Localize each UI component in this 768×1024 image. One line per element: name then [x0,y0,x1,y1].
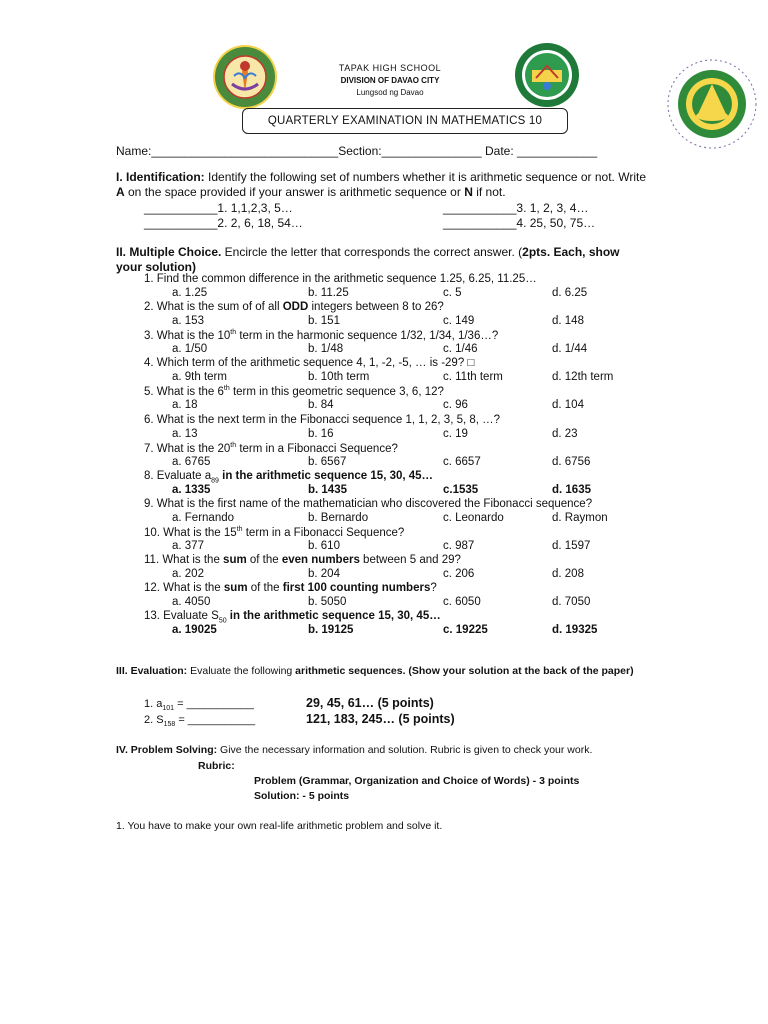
part3-item-2-label[interactable] [144,714,255,728]
question-10-choice-d[interactable]: d. 1597 [552,540,591,552]
tapak-high-school-seal [514,42,580,108]
question-5 [144,385,444,398]
question-1-choice-b[interactable]: b. 11.25 [308,287,349,299]
question-6-choice-b[interactable]: b. 16 [308,428,334,440]
question-12-choice-a[interactable]: a. 4050 [172,596,211,608]
question-2-choice-c[interactable]: c. 149 [443,315,475,327]
division-name: DIVISION OF DAVAO CITY [340,76,440,85]
question-3 [144,329,498,342]
rubric-problem: Problem (Grammar, Organization and Choice of Words) - 3 points [254,775,580,787]
part3-text-b: arithmetic sequences [295,665,403,677]
part3-item-2-sub: 158 [163,721,176,729]
city-name: Lungsod ng Davao [356,88,424,97]
question-3-choice-b[interactable]: b. 1/48 [308,343,344,355]
question-10-choice-b[interactable]: b. 610 [308,540,340,552]
question-10-q1: 10. What is the 15 [144,526,237,539]
part2-instructions [116,245,694,275]
question-11-qb2: even numbers [281,554,360,566]
question-5-q2: term in this geometric sequence 3, 6, 12? [229,385,444,398]
part4-heading: IV. Problem Solving: [116,744,218,756]
question-12-choice-c[interactable]: c. 6050 [443,596,481,608]
question-13-q2: in the arithmetic sequence 15, 30, 45… [226,610,441,622]
question-10-sup: th [236,526,243,533]
question-2 [144,301,444,313]
question-12-q1: 12. What is the [144,582,224,594]
question-1-q: 1. Find the common difference in the arithmetic sequence 1.25, 6.25, 11.25… [144,273,537,285]
question-9-choice-b[interactable]: b. Bernardo [308,512,369,524]
question-9-q: 9. What is the first name of the mathematician who discovered the Fibonacci sequence? [144,498,593,510]
part1-text-a: Identify the following set of numbers whether it is arithmetic sequence or not. Write [204,170,646,184]
part3-text-a: Evaluate the following [187,665,296,677]
question-1-choice-d[interactable]: d. 6.25 [552,287,588,299]
part1-item-1[interactable]: ___________1. 1,1,2,3, 5… [144,201,293,215]
question-6-choice-a[interactable]: a. 13 [172,428,198,440]
question-3-q1: 3. What is the 10 [144,329,231,342]
question-3-choice-a[interactable]: a. 1/50 [172,343,208,355]
part1-instructions [116,170,694,200]
question-11-choice-a[interactable]: a. 202 [172,568,204,580]
part3-item-1-label[interactable] [144,698,254,712]
question-10-choice-c[interactable]: c. 987 [443,540,475,552]
part3-text-c: . (Show your solution at the back of the paper) [402,665,634,677]
rubric-solution: Solution: - 5 points [254,790,350,802]
part1-letter-n: N [464,185,473,199]
question-5-q1: 5. What is the 6 [144,385,224,398]
question-7-sup: th [230,442,237,449]
question-5-choice-a[interactable]: a. 18 [172,399,198,411]
question-6-choice-d[interactable]: d. 23 [552,428,578,440]
question-10 [144,526,404,539]
question-5-choice-d[interactable]: d. 104 [552,399,584,411]
question-5-sup: th [223,385,230,392]
question-12-choice-d[interactable]: d. 7050 [552,596,591,608]
part1-letter-a: A [116,185,125,199]
part1-item-4[interactable]: ___________4. 25, 50, 75… [443,216,596,230]
deped-division-seal [662,54,762,154]
question-11-choice-c[interactable]: c. 206 [443,568,475,580]
question-4-choice-b[interactable]: b. 10th term [308,371,370,383]
question-7-choice-b[interactable]: b. 6567 [308,456,347,468]
question-13-choice-d[interactable]: d. 19325 [552,624,598,636]
part3-item-1-blank: = ___________ [174,698,254,710]
question-7 [144,442,398,455]
part3-item-1-prefix: 1. a [144,698,163,710]
question-11-q3: between 5 and 29? [359,554,461,566]
question-1 [144,273,537,285]
question-7-choice-c[interactable]: c. 6657 [443,456,481,468]
question-13-choice-a[interactable]: a. 19025 [172,624,217,636]
part2-points-note: 2pts. Each, show [522,245,620,259]
question-8-choice-b[interactable]: b. 1435 [308,484,347,496]
question-13-sub: 50 [218,617,227,625]
question-12-qb2: first 100 counting numbers [282,582,431,594]
part1-heading: I. Identification: [116,170,205,184]
question-13 [144,610,441,624]
part2-text: Encircle the letter that corresponds the correct answer. ( [221,245,523,259]
question-6 [144,414,500,426]
question-1-choice-c[interactable]: c. 5 [443,287,462,299]
question-4-choice-d[interactable]: d. 12th term [552,371,614,383]
part3-item-2-blank: = ___________ [175,714,256,726]
question-8-q2: in the arithmetic sequence 15, 30, 45… [218,470,434,482]
part2-heading: II. Multiple Choice. [116,245,222,259]
question-2-q2: integers between 8 to 26? [308,301,444,313]
question-5-choice-c[interactable]: c. 96 [443,399,468,411]
part3-item-1-sub: 101 [162,705,175,713]
question-8-choice-c[interactable]: c.1535 [443,484,479,496]
question-8-choice-d[interactable]: d. 1635 [552,484,591,496]
part4-task: 1. You have to make your own real-life arithmetic problem and solve it. [116,820,443,832]
question-11-choice-b[interactable]: b. 204 [308,568,340,580]
exam-title: QUARTERLY EXAMINATION IN MATHEMATICS 10 [242,108,568,134]
part3-item-2-prefix: 2. S [144,714,164,726]
part3-item-2-sequence: 121, 183, 245… (5 points) [306,712,455,726]
question-3-choice-d[interactable]: d. 1/44 [552,343,588,355]
question-8-choice-a[interactable]: a. 1335 [172,484,211,496]
question-8-sub: 89 [211,477,219,485]
question-7-q1: 7. What is the 20 [144,442,231,455]
question-5-choice-b[interactable]: b. 84 [308,399,334,411]
question-9-choice-c[interactable]: c. Leonardo [443,512,504,524]
question-4 [144,357,474,369]
question-11-choice-d[interactable]: d. 208 [552,568,584,580]
question-3-choice-c[interactable]: c. 1/46 [443,343,478,355]
question-13-q1: 13. Evaluate S [144,610,219,622]
rubric-label: Rubric: [198,760,235,772]
question-2-qb: ODD [282,301,309,313]
question-8 [144,470,433,484]
part3-heading: III. Evaluation: [116,665,188,677]
question-11-qb: sum [223,554,247,566]
question-2-q1: 2. What is the sum of of all [144,301,283,313]
question-1-choice-a[interactable]: a. 1.25 [172,287,208,299]
part1-text-b: on the space provided if your answer is arithmetic sequence or [124,185,465,199]
question-9 [144,498,592,510]
school-name: TAPAK HIGH SCHOOL [338,63,442,73]
question-10-q2: term in a Fibonacci Sequence? [242,526,405,539]
question-7-q2: term in a Fibonacci Sequence? [236,442,398,455]
question-9-choice-a[interactable]: a. Fernando [172,512,235,524]
question-7-choice-d[interactable]: d. 6756 [552,456,591,468]
question-4-q: 4. Which term of the arithmetic sequence 4, 1, -2, -5, … is -29? □ [144,357,475,369]
question-2-choice-a[interactable]: a. 153 [172,315,204,327]
question-10-choice-a[interactable]: a. 377 [172,540,204,552]
part2-points-note-2: your solution) [116,260,196,274]
question-12-q3: ? [430,582,437,594]
question-4-choice-c[interactable]: c. 11th term [443,371,503,383]
question-7-choice-a[interactable]: a. 6765 [172,456,211,468]
question-11 [144,554,461,566]
question-11-q2: of the [246,554,282,566]
question-12 [144,582,437,594]
student-info-line[interactable]: Name:____________________________Section:_______________ Date: ____________ [116,144,598,158]
question-2-choice-b[interactable]: b. 151 [308,315,340,327]
question-8-q1: 8. Evaluate a [144,470,212,482]
question-12-choice-b[interactable]: b. 5050 [308,596,347,608]
part4-instructions [116,744,592,756]
part3-item-1-sequence: 29, 45, 61… (5 points) [306,696,434,710]
question-13-choice-c[interactable]: c. 19225 [443,624,488,636]
question-12-q2: of the [247,582,283,594]
question-6-choice-c[interactable]: c. 19 [443,428,468,440]
part4-text: Give the necessary information and solution. Rubric is given to check your work. [217,744,593,756]
question-13-choice-b[interactable]: b. 19125 [308,624,354,636]
question-11-q1: 11. What is the [144,554,224,566]
part1-text-c: if not. [472,185,506,199]
question-4-choice-a[interactable]: a. 9th term [172,371,227,383]
question-2-choice-d[interactable]: d. 148 [552,315,584,327]
question-6-q: 6. What is the next term in the Fibonacci sequence 1, 1, 2, 3, 5, 8, …? [144,414,501,426]
part1-item-3[interactable]: ___________3. 1, 2, 3, 4… [443,201,589,215]
part1-item-2[interactable]: ___________2. 2, 6, 18, 54… [144,216,303,230]
question-9-choice-d[interactable]: d. Raymon [552,512,608,524]
question-3-q2: term in the harmonic sequence 1/32, 1/34, 1/36…? [236,329,499,342]
question-3-sup: th [230,329,237,336]
part3-instructions [116,665,634,677]
question-12-qb: sum [223,582,248,594]
